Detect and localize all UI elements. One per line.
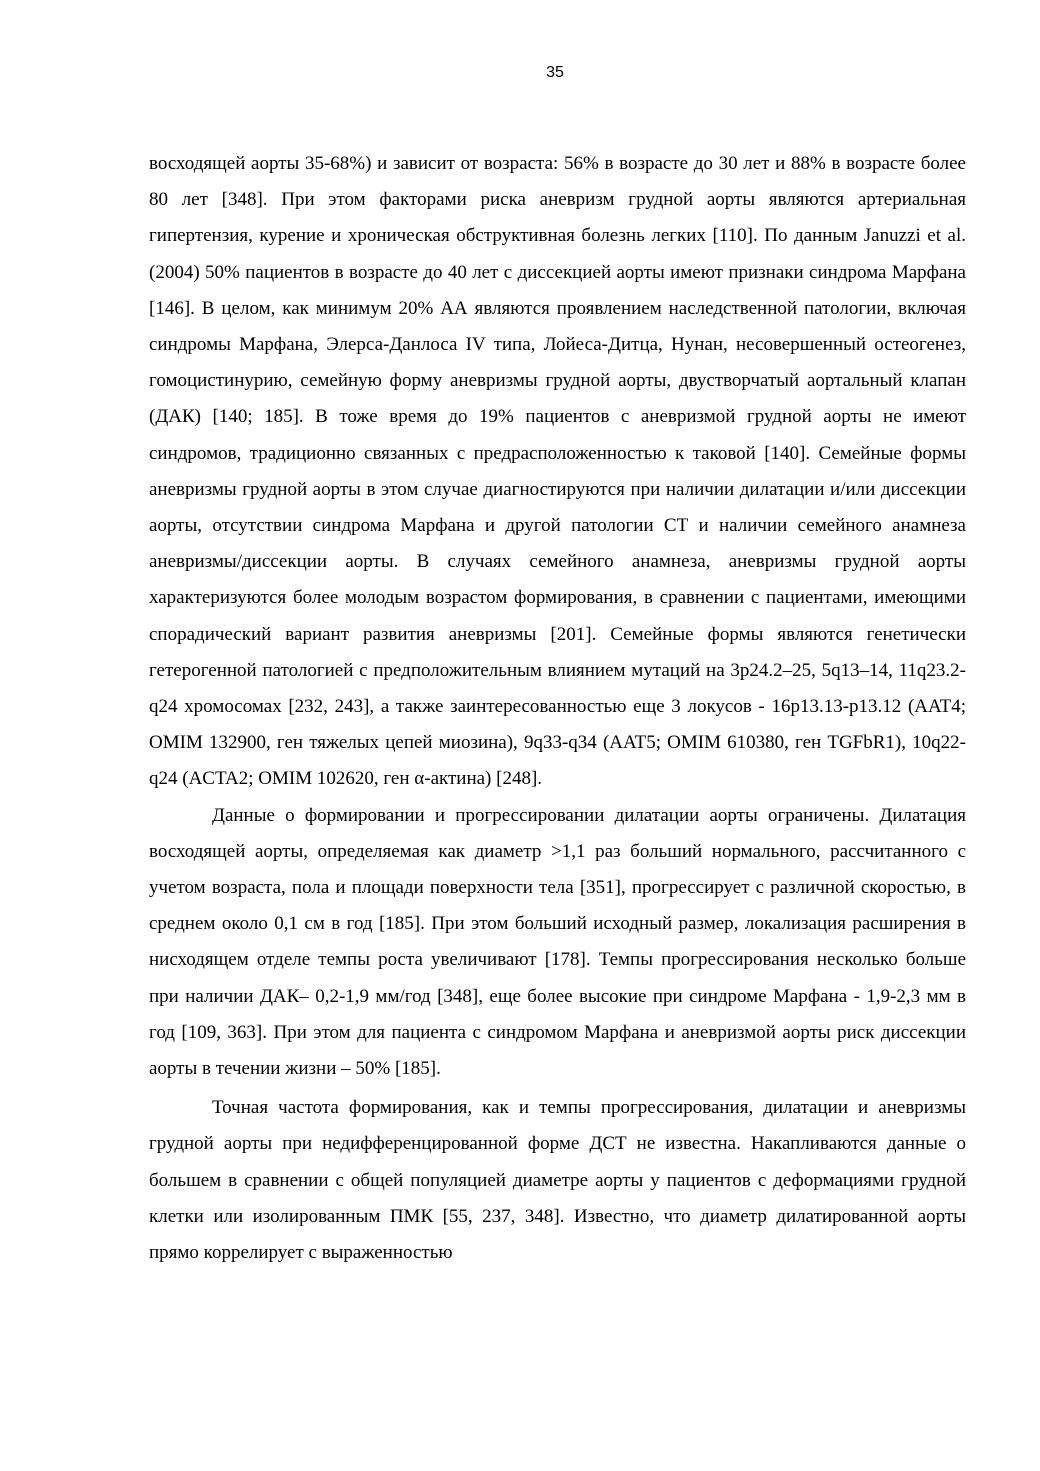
paragraph-aortic-dilation-progression: Данные о формировании и прогрессировании дилатации аорты ограничены. Дилатация восходящей аорты, определяемая как диаметр >1,1 раз больший нормального, рассчитанного с учетом возраста, пола и площади поверхности тела [351], прогрессирует с различной скоростью, в среднем около 0,1 см в год [185]. При этом больший исходный размер, локализация расширения в нисходящем отделе темпы роста увеличивают [178]. Темпы прогрессирования несколько больше при наличии ДАК– 0,2-1,9 мм/год [348], еще более высокие при синдроме Марфана - 1,9-2,3 мм в год [109, 363]. При этом для пациента с синдромом Марфана и аневризмой аорты риск диссекции аорты в течении жизни – 50% [185]. xyxy=(149,804,966,1080)
paragraph-aortic-aneurysm-risk: восходящей аорты 35-68%) и зависит от возраста: 56% в возрасте до 30 лет и 88% в возрасте более 80 лет [348]. При этом факторами риска аневризм грудной аорты являются артериальная гипертензия, курение и хроническая обструктивная болезнь легких [110]. По данным Januzzi et al. (2004) 50% пациентов в возрасте до 40 лет с диссекцией аорты имеют признаки синдрома Марфана [146]. В целом, как минимум 20% АА являются проявлением наследственной патологии, включая синдромы Марфана, Элерса-Данлоса IV типа, Лойеса-Дитца, Нунан, несовершенный остеогенез, гомоцистинурию, семейную форму аневризмы грудной аорты, двустворчатый аортальный клапан (ДАК) [140; 185]. В тоже время до 19% пациентов с аневризмой грудной аорты не имеют синдромов, традиционно связанных с предрасположенностью к таковой [140]. Семейные формы аневризмы грудной аорты в этом случае диагностируются при наличии дилатации и/или диссекции аорты, отсутствии синдрома Марфана и другой патологии СТ и наличии семейного анамнеза аневризмы/диссекции аорты. В случаях семейного анамнеза, аневризмы грудной аорты характеризуются более молодым возрастом формирования, в сравнении с пациентами, имеющими спорадический вариант развития аневризмы [201]. Семейные формы являются генетически гетерогенной патологией с предположительным влиянием мутаций на 3p24.2–25, 5q13–14, 11q23.2-q24 хромосомах [232, 243], а также заинтересованностью еще 3 локусов - 16p13.13-p13.12 (AAT4; OMIM 132900, ген тяжелых цепей миозина), 9q33-q34 (AAT5; OMIM 610380, ген TGFbR1), 10q22-q24 (ACTA2; OMIM 102620, ген α-актина) [248]. xyxy=(149,153,966,790)
document-body xyxy=(149,146,966,1271)
paragraph-undifferentiated-dst: Точная частота формирования, как и темпы прогрессирования, дилатации и аневризмы грудной аорты при недифференцированной форме ДСТ не известна. Накапливаются данные о большем в сравнении с общей популяцией диаметре аорты у пациентов с деформациями грудной клетки или изолированным ПМК [55, 237, 348]. Известно, что диаметр дилатированной аорты прямо коррелирует с выраженностью xyxy=(149,1097,966,1264)
page-number: 35 xyxy=(546,64,564,81)
